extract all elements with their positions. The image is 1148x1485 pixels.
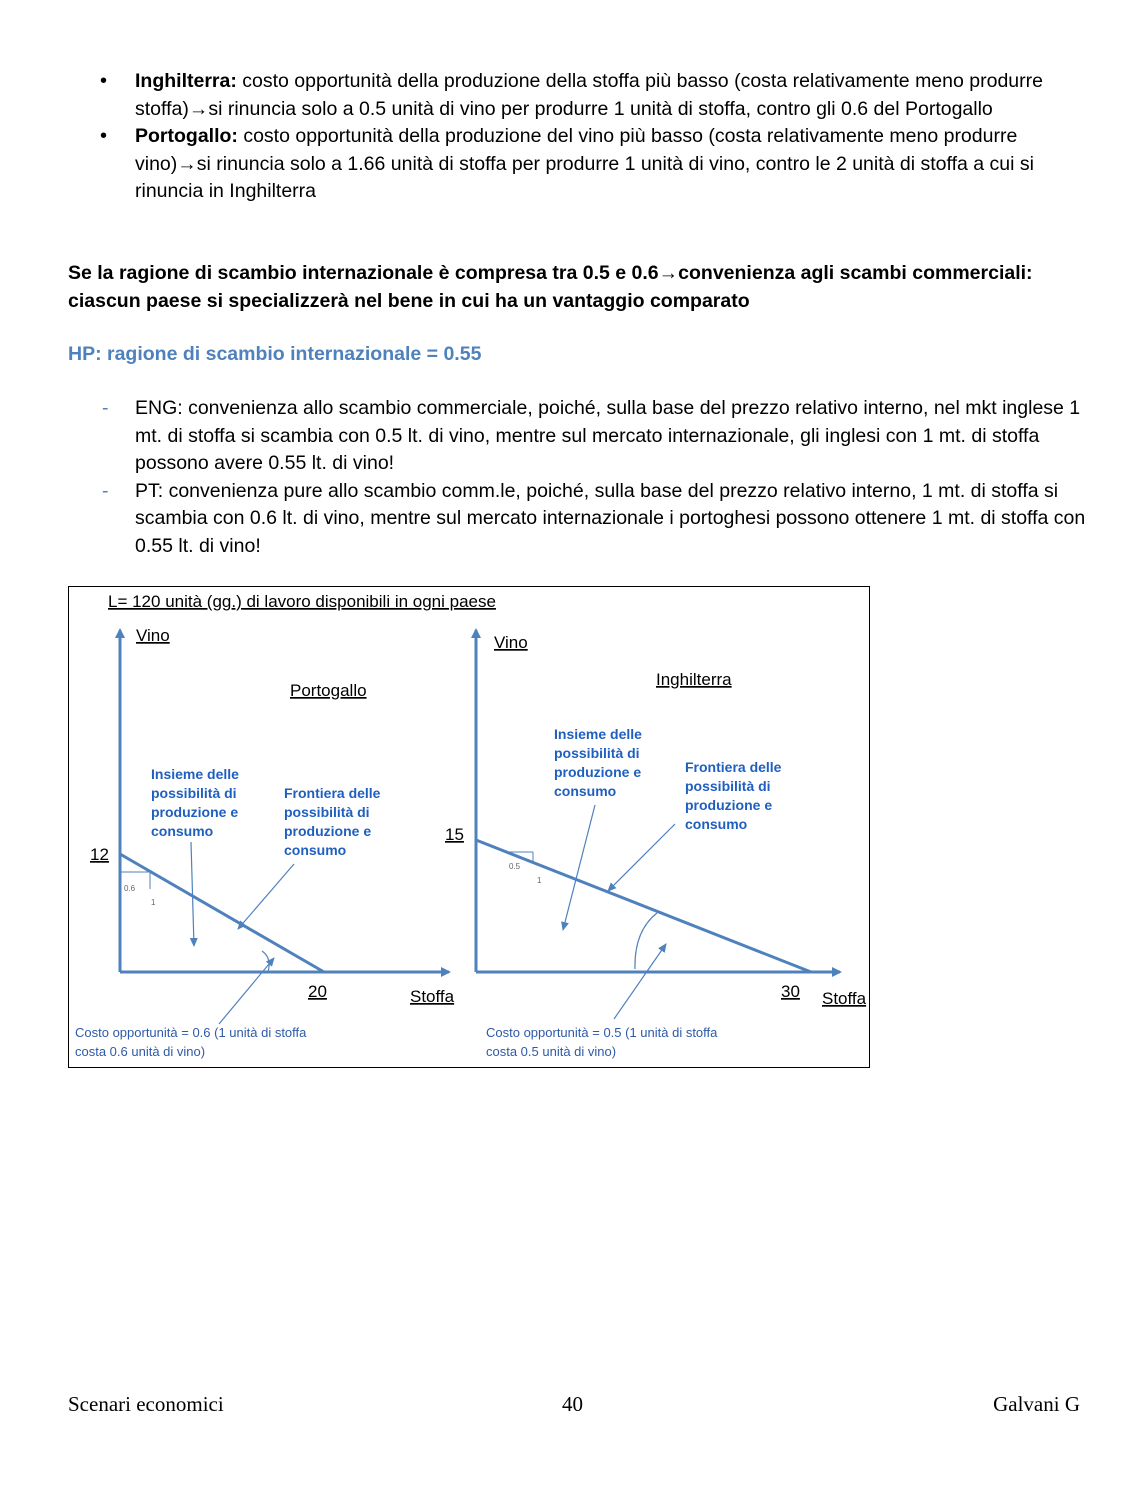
x-tick-20: 20 bbox=[308, 982, 327, 1001]
bullet-label: Inghilterra: bbox=[135, 70, 237, 92]
hp-heading: HP: ragione di scambio internazionale = 0.55 bbox=[68, 343, 482, 365]
bullet-label: Portogallo: bbox=[135, 125, 238, 147]
bullet-list bbox=[100, 68, 1090, 206]
y-tick-12: 12 bbox=[90, 845, 109, 864]
y-axis-label: Vino bbox=[494, 633, 528, 652]
footer-right: Galvani G bbox=[993, 1392, 1080, 1416]
bullet-text: costo opportunità della produzione della stoffa più basso (costa relativamente meno produrre stoffa)→si rinuncia solo a 0.5 unità di vino per produrre 1 unità di stoffa, contro gli 0.6 del Portogallo bbox=[135, 70, 1043, 120]
svg-text:possibilità di: possibilità di bbox=[554, 745, 640, 761]
figure-title: L= 120 unità (gg.) di lavoro disponibili in ogni paese bbox=[108, 592, 496, 611]
svg-text:Frontiera delle: Frontiera delle bbox=[685, 759, 782, 775]
y-tick-15: 15 bbox=[445, 825, 464, 844]
svg-text:possibilità di: possibilità di bbox=[284, 804, 370, 820]
x-axis-label: Stoffa bbox=[410, 987, 455, 1006]
slope-label: 0.6 bbox=[124, 884, 136, 893]
ppf-chart bbox=[68, 586, 870, 1068]
svg-text:possibilità di: possibilità di bbox=[685, 778, 771, 794]
svg-text:Insieme delle: Insieme delle bbox=[554, 726, 642, 742]
chart-title: Inghilterra bbox=[656, 670, 732, 689]
svg-text:consumo: consumo bbox=[284, 842, 347, 858]
svg-text:produzione e: produzione e bbox=[284, 823, 372, 839]
dash-item-eng: - ENG: convenienza allo scambio commerciale, poiché, sulla base del prezzo relativo interno, nel mkt inglese 1 mt. di stoffa si scambia con 0.5 lt. di vino, mentre sul mercato internazionale, gli inglesi con 1 mt. di stoffa possono avere 0.55 lt. di vino! bbox=[100, 395, 1090, 478]
svg-text:consumo: consumo bbox=[685, 816, 748, 832]
slope-run-label: 1 bbox=[537, 876, 542, 885]
svg-text:produzione e: produzione e bbox=[554, 764, 642, 780]
caption-line-2: costa 0.5 unità di vino) bbox=[486, 1044, 617, 1059]
ppf-figure bbox=[68, 586, 870, 1068]
dash-list bbox=[100, 395, 1090, 560]
x-axis-label: Stoffa bbox=[822, 989, 867, 1008]
bold-paragraph: Se la ragione di scambio internazionale è compresa tra 0.5 e 0.6→convenienza agli scambi commerciali: ciascun paese si specializzerà nel bene in cui ha un vantaggio comparato bbox=[68, 262, 1033, 312]
svg-text:produzione e: produzione e bbox=[685, 797, 773, 813]
caption-line-2: costa 0.6 unità di vino) bbox=[75, 1044, 206, 1059]
svg-text:consumo: consumo bbox=[151, 823, 214, 839]
footer-page-number: 40 bbox=[562, 1392, 583, 1416]
y-axis-label: Vino bbox=[136, 626, 170, 645]
caption-line-1: Costo opportunità = 0.5 (1 unità di stoffa bbox=[486, 1025, 718, 1040]
footer-left: Scenari economici bbox=[68, 1392, 224, 1416]
chart-title: Portogallo bbox=[290, 681, 367, 700]
svg-text:possibilità di: possibilità di bbox=[151, 785, 237, 801]
svg-text:Insieme delle: Insieme delle bbox=[151, 766, 239, 782]
svg-text:Frontiera delle: Frontiera delle bbox=[284, 785, 381, 801]
x-tick-30: 30 bbox=[781, 982, 800, 1001]
bullet-item-portogallo bbox=[100, 123, 1090, 206]
bullet-item-inghilterra bbox=[100, 68, 1090, 123]
svg-text:produzione e: produzione e bbox=[151, 804, 239, 820]
dash-item-pt: - PT: convenienza pure allo scambio comm.le, poiché, sulla base del prezzo relativo interno, 1 mt. di stoffa si scambia con 0.6 lt. di vino, mentre sul mercato internazionale i portoghesi possono ottenere 1 mt. di stoffa con 0.55 lt. di vino! bbox=[100, 478, 1090, 561]
caption-line-1: Costo opportunità = 0.6 (1 unità di stoffa bbox=[75, 1025, 307, 1040]
bullet-text: costo opportunità della produzione del vino più basso (costa relativamente meno produrre vino)→si rinuncia solo a 1.66 unità di stoffa per produrre 1 unità di vino, contro le 2 unità di stoffa a cui si rinuncia in Inghilterra bbox=[135, 125, 1034, 202]
svg-text:consumo: consumo bbox=[554, 783, 617, 799]
slope-run-label: 1 bbox=[151, 898, 156, 907]
slope-label: 0.5 bbox=[509, 862, 521, 871]
